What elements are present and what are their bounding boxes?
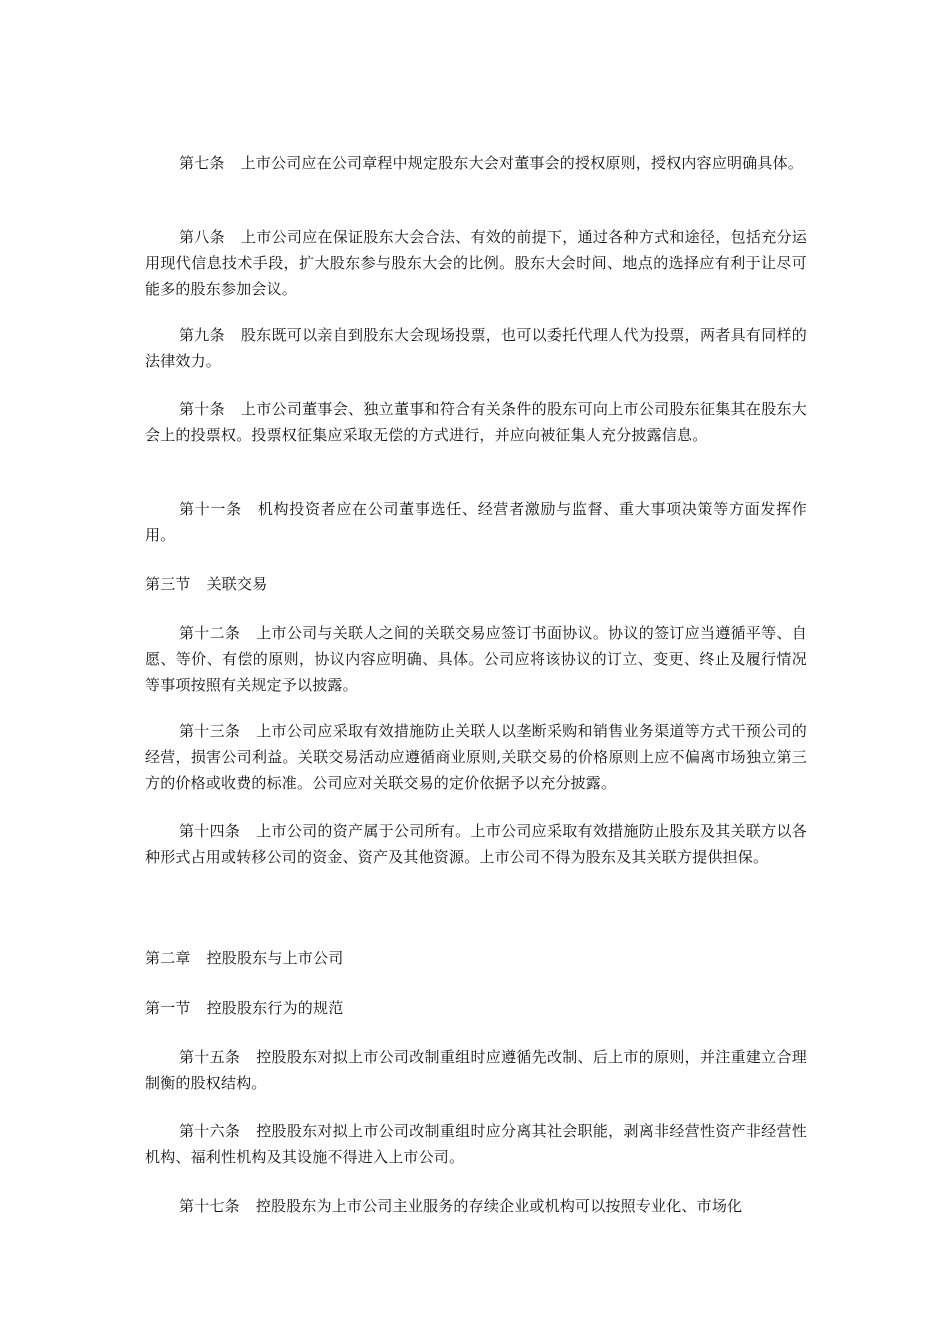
article-8: [145, 224, 807, 302]
article-label: 第十四条: [179, 822, 241, 840]
article-14: [145, 818, 807, 870]
article-label: 第十条: [179, 400, 225, 418]
section-label: 第三节: [145, 575, 191, 593]
article-text: 控股股东为上市公司主业服务的存续企业或机构可以按照专业化、市场化: [255, 1197, 743, 1215]
section-heading: [145, 571, 807, 597]
article-label: 第十七条: [179, 1197, 240, 1215]
article-label: 第十三条: [179, 722, 241, 740]
article-label: 第九条: [179, 326, 225, 344]
article-label: 第十二条: [179, 624, 241, 642]
article-17: [145, 1193, 807, 1219]
article-label: 第八条: [179, 228, 225, 246]
article-15: [145, 1044, 807, 1096]
article-text: 上市公司董事会、独立董事和符合有关条件的股东可向上市公司股东征集其在股东大会上的投票权。投票权征集应采取无偿的方式进行，并应向被征集人充分披露信息。: [145, 400, 808, 444]
article-16: [145, 1118, 807, 1170]
article-text: 控股股东对拟上市公司改制重组时应遵循先改制、后上市的原则，并注重建立合理制衡的股权结构。: [145, 1048, 807, 1092]
chapter-label: 第二章: [145, 949, 191, 967]
section-title: 控股股东行为的规范: [206, 999, 344, 1017]
article-text: 上市公司应采取有效措施防止关联人以垄断采购和销售业务渠道等方式干预公司的经营，损害公司利益。关联交易活动应遵循商业原则,关联交易的价格原则上应不偏离市场独立第三方的价格或收费的标准。公司应对关联交易的定价依据予以充分披露。: [145, 722, 807, 792]
article-label: 第十五条: [179, 1048, 241, 1066]
article-text: 上市公司应在公司章程中规定股东大会对董事会的授权原则，授权内容应明确具体。: [240, 154, 804, 172]
article-text: 控股股东对拟上市公司改制重组时应分离其社会职能，剥离非经营性资产非经营性机构、福利性机构及其设施不得进入上市公司。: [145, 1122, 807, 1166]
article-text: 股东既可以亲自到股东大会现场投票，也可以委托代理人代为投票，两者具有同样的法律效力。: [145, 326, 808, 370]
article-text: 上市公司应在保证股东大会合法、有效的前提下，通过各种方式和途径，包括充分运用现代信息技术手段，扩大股东参与股东大会的比例。股东大会时间、地点的选择应有利于让尽可能多的股东参加会议。: [145, 228, 808, 298]
article-11: [145, 496, 807, 548]
section-title: 关联交易: [206, 575, 268, 593]
section-label: 第一节: [145, 999, 191, 1017]
article-7: [145, 150, 807, 176]
article-text: 上市公司与关联人之间的关联交易应签订书面协议。协议的签订应当遵循平等、自愿、等价、有偿的原则，协议内容应明确、具体。公司应将该协议的订立、变更、终止及履行情况等事项按照有关规定予以披露。: [145, 624, 807, 694]
section-heading: [145, 995, 807, 1021]
article-10: [145, 396, 807, 448]
article-text: 机构投资者应在公司董事选任、经营者激励与监督、重大事项决策等方面发挥作用。: [145, 500, 807, 544]
article-9: [145, 322, 807, 374]
article-12: [145, 620, 807, 698]
article-text: 上市公司的资产属于公司所有。上市公司应采取有效措施防止股东及其关联方以各种形式占用或转移公司的资金、资产及其他资源。上市公司不得为股东及其关联方提供担保。: [145, 822, 807, 866]
article-label: 第七条: [179, 154, 225, 172]
article-13: [145, 718, 807, 796]
article-label: 第十一条: [179, 500, 242, 518]
chapter-heading: [145, 945, 807, 971]
article-label: 第十六条: [179, 1122, 241, 1140]
chapter-title: 控股股东与上市公司: [206, 949, 344, 967]
